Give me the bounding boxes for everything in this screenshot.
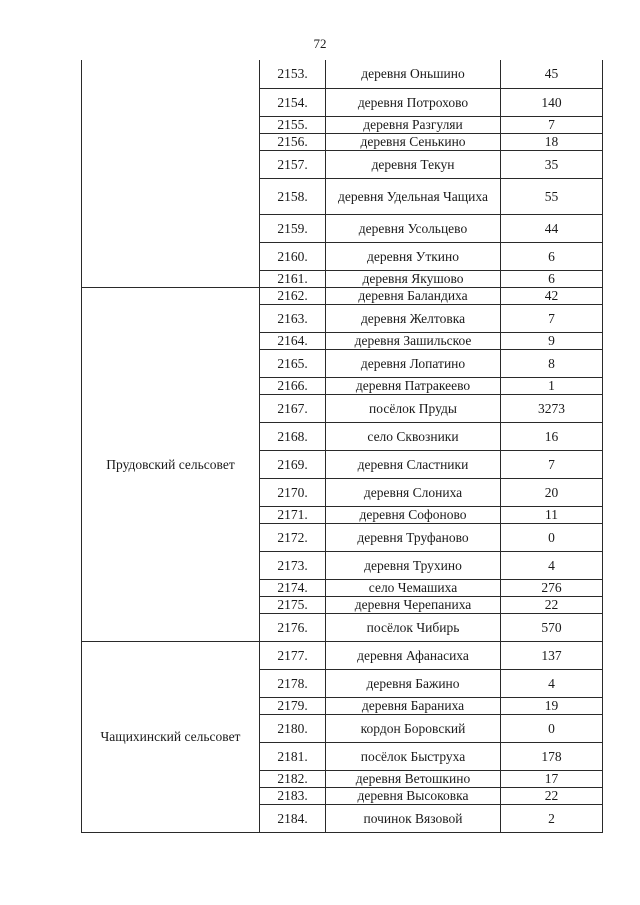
population-cell: 17 [501, 770, 603, 787]
settlement-name-cell: посёлок Быструха [326, 742, 501, 770]
row-number-cell: 2165. [260, 349, 326, 377]
population-cell: 11 [501, 506, 603, 523]
population-cell: 45 [501, 60, 603, 88]
population-cell: 137 [501, 641, 603, 669]
population-cell: 178 [501, 742, 603, 770]
row-number-cell: 2183. [260, 787, 326, 804]
settlement-name-cell: деревня Разгуляи [326, 116, 501, 133]
settlement-name-cell: деревня Ветошкино [326, 770, 501, 787]
row-number-cell: 2164. [260, 332, 326, 349]
settlement-name-cell: деревня Лопатино [326, 349, 501, 377]
population-cell: 570 [501, 613, 603, 641]
population-cell: 276 [501, 579, 603, 596]
row-number-cell: 2177. [260, 641, 326, 669]
settlement-name-cell: деревня Текун [326, 150, 501, 178]
population-cell: 22 [501, 787, 603, 804]
population-cell: 7 [501, 304, 603, 332]
council-name-cell [82, 60, 260, 287]
council-name-cell: Прудовский сельсовет [82, 287, 260, 641]
council-name-cell: Чащихинский сельсовет [82, 641, 260, 832]
settlement-name-cell: деревня Потрохово [326, 88, 501, 116]
row-number-cell: 2169. [260, 450, 326, 478]
settlement-name-cell: деревня Сластники [326, 450, 501, 478]
row-number-cell: 2159. [260, 214, 326, 242]
row-number-cell: 2175. [260, 596, 326, 613]
row-number-cell: 2166. [260, 377, 326, 394]
row-number-cell: 2168. [260, 422, 326, 450]
table-row [82, 641, 603, 669]
row-number-cell: 2181. [260, 742, 326, 770]
settlement-name-cell: деревня Черепаниха [326, 596, 501, 613]
settlement-name-cell: деревня Удельная Чащиха [326, 178, 501, 214]
settlement-name-cell: посёлок Пруды [326, 394, 501, 422]
population-cell: 42 [501, 287, 603, 304]
population-cell: 1 [501, 377, 603, 394]
table-row [82, 60, 603, 88]
settlement-name-cell: деревня Высоковка [326, 787, 501, 804]
population-cell: 35 [501, 150, 603, 178]
population-cell: 8 [501, 349, 603, 377]
settlement-name-cell: деревня Бараниха [326, 697, 501, 714]
population-cell: 55 [501, 178, 603, 214]
settlement-name-cell: деревня Уткино [326, 242, 501, 270]
settlement-name-cell: деревня Оньшино [326, 60, 501, 88]
table-row [82, 287, 603, 304]
settlement-name-cell: деревня Сенькино [326, 133, 501, 150]
population-cell: 140 [501, 88, 603, 116]
settlement-name-cell: деревня Якушово [326, 270, 501, 287]
population-cell: 18 [501, 133, 603, 150]
settlement-name-cell: деревня Слониха [326, 478, 501, 506]
row-number-cell: 2173. [260, 551, 326, 579]
row-number-cell: 2154. [260, 88, 326, 116]
row-number-cell: 2161. [260, 270, 326, 287]
row-number-cell: 2180. [260, 714, 326, 742]
settlement-name-cell: починок Вязовой [326, 804, 501, 832]
population-cell: 20 [501, 478, 603, 506]
row-number-cell: 2157. [260, 150, 326, 178]
population-cell: 16 [501, 422, 603, 450]
row-number-cell: 2160. [260, 242, 326, 270]
settlement-name-cell: кордон Боровский [326, 714, 501, 742]
population-cell: 6 [501, 270, 603, 287]
settlements-table-body [82, 60, 603, 832]
row-number-cell: 2163. [260, 304, 326, 332]
row-number-cell: 2153. [260, 60, 326, 88]
page-number: 72 [313, 36, 327, 51]
population-cell: 0 [501, 714, 603, 742]
population-cell: 4 [501, 669, 603, 697]
row-number-cell: 2174. [260, 579, 326, 596]
settlement-name-cell: посёлок Чибирь [326, 613, 501, 641]
population-cell: 19 [501, 697, 603, 714]
settlement-name-cell: деревня Трухино [326, 551, 501, 579]
row-number-cell: 2176. [260, 613, 326, 641]
settlement-name-cell: деревня Баландиха [326, 287, 501, 304]
population-cell: 4 [501, 551, 603, 579]
row-number-cell: 2167. [260, 394, 326, 422]
settlement-name-cell: деревня Труфаново [326, 523, 501, 551]
row-number-cell: 2184. [260, 804, 326, 832]
settlement-name-cell: деревня Усольцево [326, 214, 501, 242]
population-cell: 22 [501, 596, 603, 613]
settlement-name-cell: деревня Афанасиха [326, 641, 501, 669]
population-cell: 3273 [501, 394, 603, 422]
settlement-name-cell: деревня Зашильское [326, 332, 501, 349]
row-number-cell: 2158. [260, 178, 326, 214]
row-number-cell: 2162. [260, 287, 326, 304]
population-cell: 2 [501, 804, 603, 832]
row-number-cell: 2182. [260, 770, 326, 787]
row-number-cell: 2155. [260, 116, 326, 133]
row-number-cell: 2170. [260, 478, 326, 506]
row-number-cell: 2178. [260, 669, 326, 697]
settlement-name-cell: деревня Бажино [326, 669, 501, 697]
population-cell: 7 [501, 116, 603, 133]
settlement-name-cell: деревня Желтовка [326, 304, 501, 332]
settlement-name-cell: деревня Патракеево [326, 377, 501, 394]
settlements-table [81, 60, 603, 833]
population-cell: 44 [501, 214, 603, 242]
population-cell: 7 [501, 450, 603, 478]
row-number-cell: 2156. [260, 133, 326, 150]
row-number-cell: 2171. [260, 506, 326, 523]
population-cell: 0 [501, 523, 603, 551]
population-cell: 9 [501, 332, 603, 349]
settlement-name-cell: село Чемашиха [326, 579, 501, 596]
row-number-cell: 2172. [260, 523, 326, 551]
row-number-cell: 2179. [260, 697, 326, 714]
settlement-name-cell: село Сквозники [326, 422, 501, 450]
settlement-name-cell: деревня Софоново [326, 506, 501, 523]
population-cell: 6 [501, 242, 603, 270]
